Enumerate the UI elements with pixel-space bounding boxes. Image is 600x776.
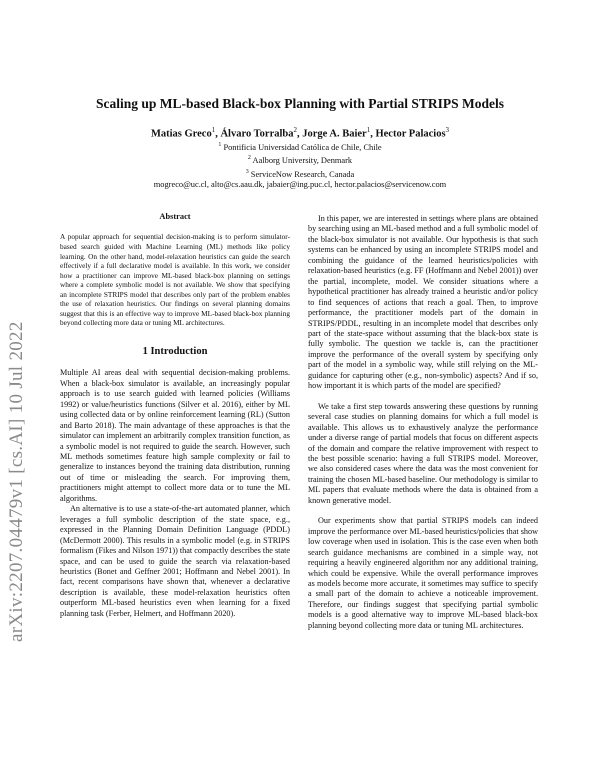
author-name: Jorge A. Baier (302, 128, 367, 140)
author-name: Hector Palacios (375, 128, 446, 140)
affiliation-line: $^1$ Pontificia Universidad Católica de Chile, Chile (218, 142, 382, 152)
affiliation-line: $^2$ Aalborg University, Denmark (247, 155, 353, 166)
intro-paragraph-4: We take a first step towards answering these questions by running several case studies on planning domains for which a full model is available. This allows us to exhaustively analyze the performance under a diverse range of partial models that focus on different aspects of the domain and compare the relative improvement with respect to the best possible scenario: having a full STRIPS model. Moreover, we also considered cases where the data was the most convenient for training the chosen ML-based baseline. Our methodology is similar to ML papers that evaluate methods where the data is obtained from a known generative model. (308, 401, 538, 505)
author-list: Matias Greco$^1$, Álvaro Torralba$^2$, Jorge A. Baier$^1$, Hector Palacios$^3$ (150, 126, 450, 140)
affiliations (60, 140, 540, 191)
intro-paragraph-1: Multiple AI areas deal with sequential decision-making problems. When a black-box simulator is available, an increasingly popular approach is to use search guided with learned policies (Williams 1992) or value/heuristics functions (Silver et al. 2016), either by ML using collected data or by online reinforcement learning (RL) (Sutton and Barto 2018). The main advantage of these approaches is that the simulator can implement an arbitrarily complex transition function, as a symbolic model is not required to guide the search. However, such ML methods sometimes feature high sample complexity or fail to generalize to instances beyond the training data distribution, running out of time or misleading the search. For improving them, practitioners might attempt to collect more data or to tune the ML algorithms. (60, 368, 290, 503)
arxiv-identifier[interactable]: arXiv:2207.04479v1 [cs.AI] 10 Jul 2022 (6, 321, 27, 642)
author-emails[interactable]: mogreco@uc.cl, alto@cs.aau.dk, jabaier@ing.puc.cl, hector.palacios@servicenow.com (153, 180, 447, 190)
author-name: Álvaro Torralba (220, 128, 294, 140)
intro-paragraph-3: In this paper, we are interested in settings where plans are obtained by searching using an ML-based method and a full symbolic model of the black-box simulator is not available. Our hypothesis is that such systems can be enhanced by using an incomplete STRIPS model and combining the guidance of the learned heuristics/policies with relaxation-based heuristics (e.g. FF (Hoffmann and Nebel 2001)) over the partial, incomplete, model. We consider situations where a hypothetical practitioner has already trained a heuristic and/or policy to find sequences of actions that reach a goal. Then, to improve performance, the practitioner models part of the domain in STRIPS/PDDL, resulting in an incomplete model that describes only part of the state-space without assuming that the black-box state is fully symbolic. The question we tackle is, can the practitioner improve the performance of the overall system by specifying only part of the model in a symbolic way, while still relying on the ML-guidance for capturing other (e.g., non-symbolic) aspects? And if so, how important it is which parts of the model are specified? (308, 214, 538, 391)
author-name: Matias Greco (150, 128, 212, 140)
intro-paragraph-2: An alternative is to use a state-of-the-art automated planner, which leverages a full symbolic description of the state space, e.g., expressed in the Planning Domain Definition Language (PDDL) (McDermott 2000). This results in a symbolic model (e.g. in STRIPS formalism (Fikes and Nilson 1971)) that compactly describes the state space, and can be used to guide the search via relaxation-based heuristics (Bonet and Geffner 2001; Hoffmann and Nebel 2001). In fact, recent comparisons have shown that, whenever a declarative description is available, these model-relaxation heuristics often outperform ML-based heuristics even when learning for a fixed planning task (Ferber, Helmert, and Hoffmann 2020). (60, 504, 290, 618)
author-affiliation-mark: 2 (293, 126, 297, 134)
paper-title: Scaling up ML-based Black-box Planning with Partial STRIPS Models (95, 96, 505, 111)
section-heading: 1 Introduction (142, 345, 208, 357)
author-affiliation-mark: 1 (211, 126, 216, 134)
affiliation-line: $^3$ ServiceNow Research, Canada (245, 168, 355, 179)
abstract-heading: Abstract (159, 212, 191, 221)
left-column (60, 212, 290, 619)
author-affiliation-mark: 3 (445, 126, 450, 134)
right-column (308, 214, 538, 631)
intro-paragraph-5: Our experiments show that partial STRIPS models can indeed improve the performance over ML-based heuristics/policies that show low coverage when used in isolation. This is the case even when both search guidance mechanisms are combined in a simple way, not requiring a heavily engineered algorithm nor any additional training, which could be expensive. While the overall performance improves as models become more accurate, it sometimes may suffice to specify a small part of the domain to achieve a noticeable improvement. Therefore, our findings suggest that specifying partial symbolic models is a good alternative way to improve ML-based black-box planning beyond collecting more data or tuning ML architectures. (308, 516, 538, 630)
author-affiliation-mark: 1 (366, 126, 371, 134)
abstract-text: A popular approach for sequential decision-making is to perform simulator-based search guided with Machine Learning (ML) methods like policy learning. On the other hand, model-relaxation heuristics can guide the search effectively if a full declarative model is available. In this work, we consider how a practitioner can improve ML-based black-box planning on settings where a complete symbolic model is not available. We show that specifying an incomplete STRIPS model that describes only part of the problem enables the use of relaxation heuristics. Our findings on several planning domains suggest that this is an effective way to improve ML-based black-box planning beyond collecting more data or tuning ML architectures. (60, 232, 290, 328)
